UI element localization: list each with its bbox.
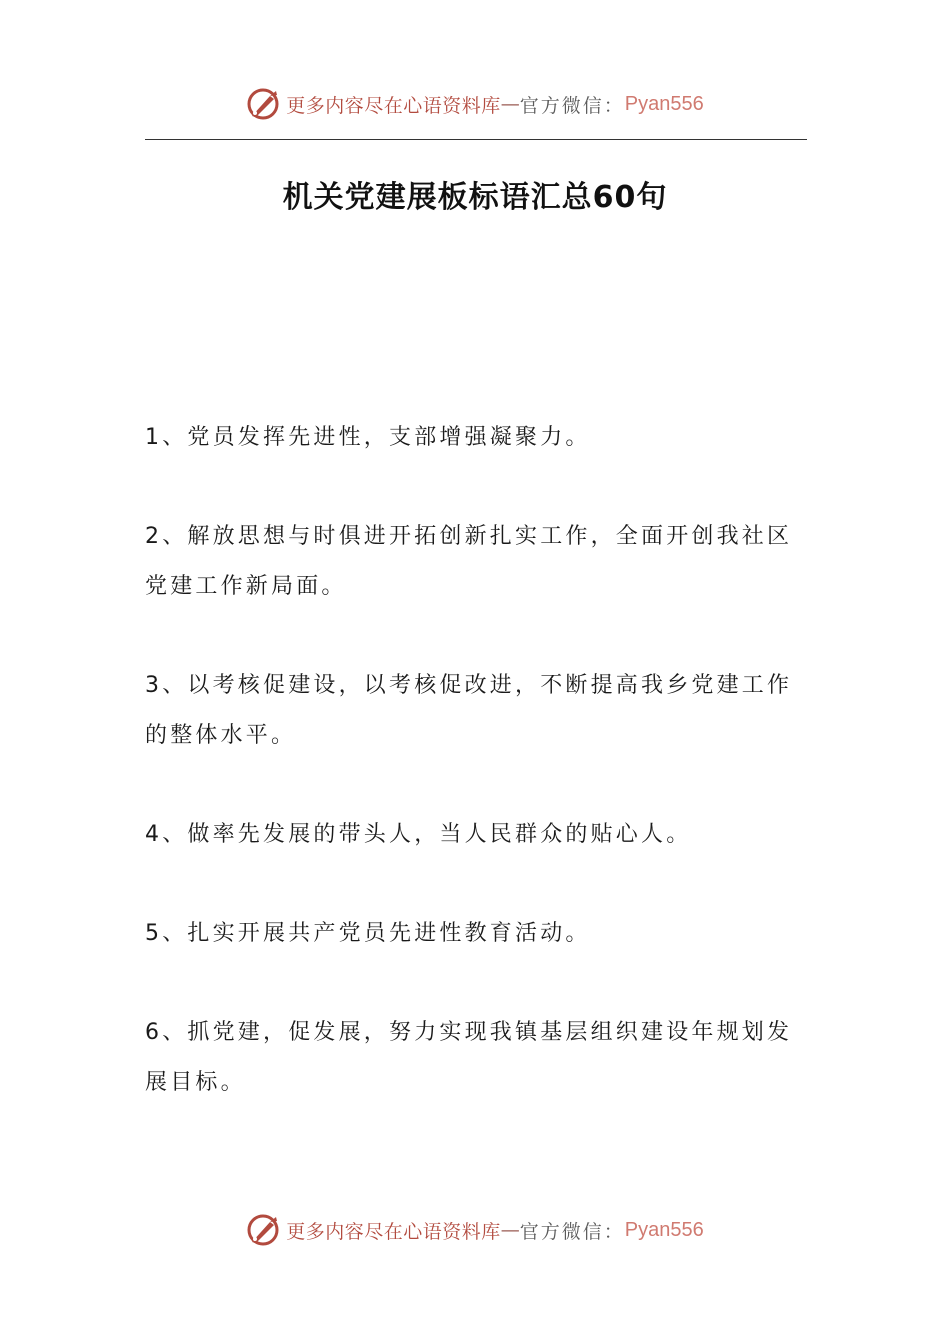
banner-dash: — (500, 93, 520, 115)
banner-slogan: 更多内容尽在心语资料库 (286, 94, 501, 117)
footer-banner (0, 1208, 950, 1252)
banner-wechat-label: 官方微信： (519, 94, 625, 117)
list-item: 4、做率先发展的带头人，当人民群众的贴心人。 (145, 822, 692, 847)
list-item: 6、抓党建，促发展，努力实现我镇基层组织建设年规划发展目标。 (145, 1020, 793, 1095)
document-title: 机关党建展板标语汇总60句 (282, 180, 668, 215)
banner-dash: — (500, 1219, 520, 1241)
banner-slogan: 更多内容尽在心语资料库 (286, 1220, 501, 1243)
list-item: 5、扎实开展共产党员先进性教育活动。 (145, 921, 591, 946)
banner-wechat-id: Pyan556 (624, 92, 704, 115)
banner-wechat-id: Pyan556 (624, 1218, 704, 1241)
list-item: 2、解放思想与时俱进开拓创新扎实工作，全面开创我社区党建工作新局面。 (145, 524, 793, 599)
slogan-list (145, 413, 807, 1157)
list-item: 1、党员发挥先进性，支部增强凝聚力。 (145, 425, 591, 450)
header-divider (145, 139, 807, 140)
quill-pen-logo-icon (246, 87, 280, 121)
quill-pen-logo-icon (246, 1213, 280, 1247)
banner-wechat-label: 官方微信： (519, 1220, 625, 1243)
header-banner (0, 82, 950, 126)
list-item: 3、以考核促建设，以考核促改进，不断提高我乡党建工作的整体水平。 (145, 673, 793, 748)
